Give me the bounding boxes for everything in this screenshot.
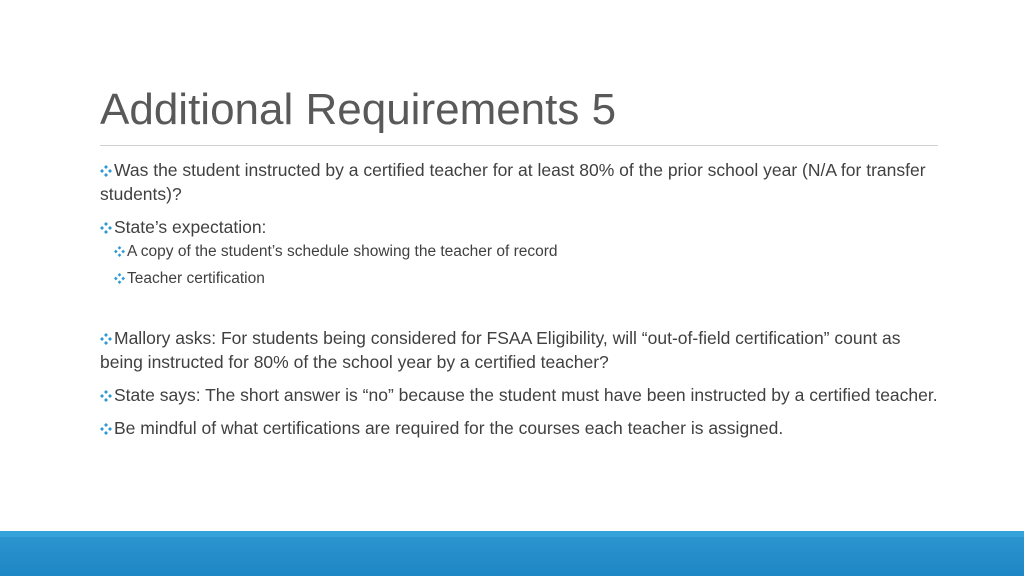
bullet-item — [94, 158, 939, 206]
bullet-item — [94, 326, 939, 374]
sub-bullet-item — [94, 242, 939, 262]
diamond-bullet-icon — [100, 423, 112, 435]
bullet-text: Mallory asks: For students being considered for FSAA Eligibility, will “out-of-field certification” count as being instructed for 80% of the school year by a certified teacher? — [100, 328, 901, 372]
sub-bullet-item — [94, 269, 939, 289]
slide-content — [94, 158, 939, 440]
bullet-item — [94, 416, 939, 440]
diamond-bullet-icon — [100, 222, 112, 234]
sub-bullet-text: Teacher certification — [127, 270, 265, 287]
footer-bar — [0, 537, 1024, 576]
bullet-item — [94, 383, 939, 407]
bullet-text: State says: The short answer is “no” because the student must have been instructed by a certified teacher. — [114, 385, 938, 405]
diamond-bullet-icon — [100, 390, 112, 402]
diamond-bullet-icon — [114, 246, 125, 257]
bullet-item — [94, 215, 939, 239]
title-divider — [100, 145, 938, 146]
slide-title: Additional Requirements 5 — [100, 85, 617, 134]
bullet-text: Was the student instructed by a certified teacher for at least 80% of the prior school year (N/A for transfer students)? — [100, 160, 926, 204]
diamond-bullet-icon — [114, 273, 125, 284]
diamond-bullet-icon — [100, 333, 112, 345]
bullet-text: Be mindful of what certifications are required for the courses each teacher is assigned. — [114, 418, 784, 438]
bullet-text: State’s expectation: — [114, 217, 267, 237]
diamond-bullet-icon — [100, 165, 112, 177]
sub-bullet-text: A copy of the student’s schedule showing the teacher of record — [127, 243, 558, 260]
